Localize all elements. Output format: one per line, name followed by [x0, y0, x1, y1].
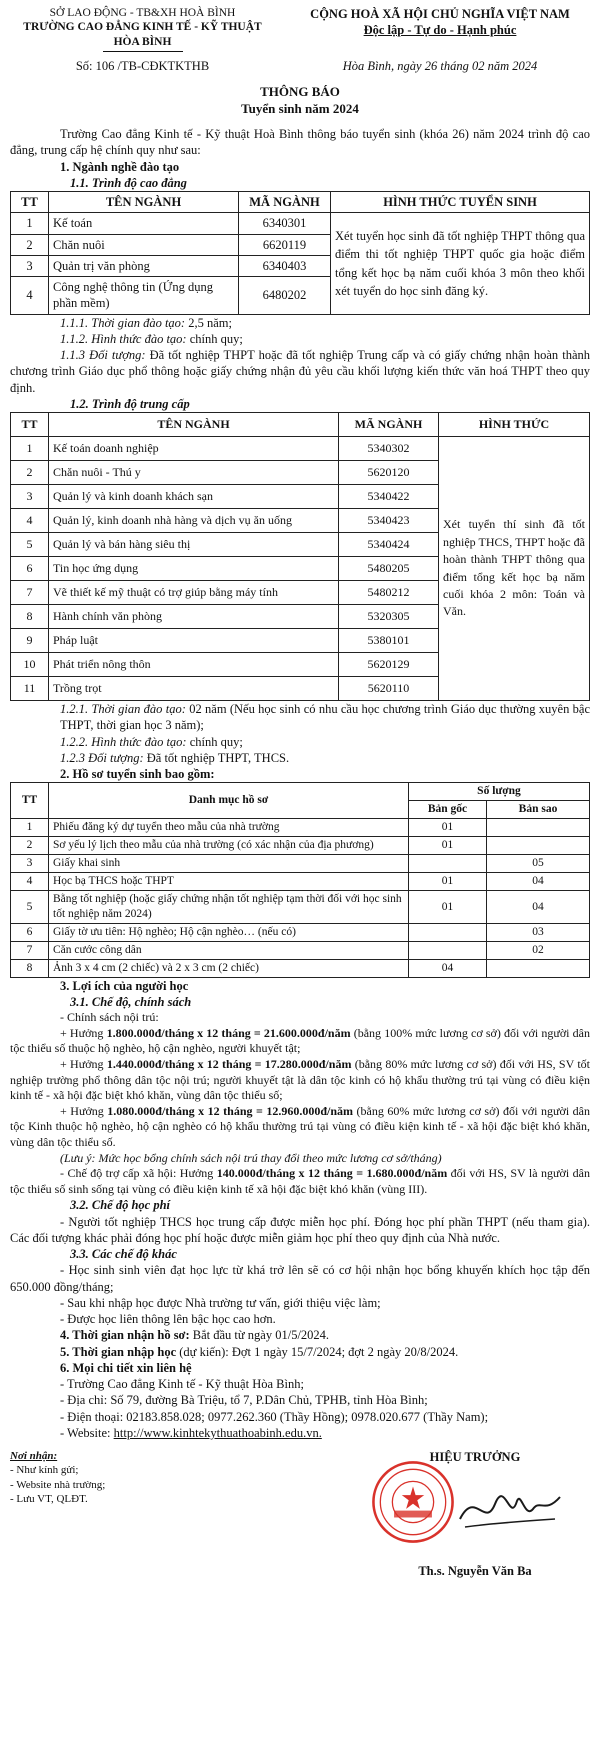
row-tt: 2 — [11, 461, 49, 485]
intermediate-duration: 1.2.1. Thời gian đào tạo: 02 năm (Nếu học sinh có nhu cầu học chương trình Giáo dục thường xuyên bậc THPT, thời gian học 3 năm); — [60, 702, 590, 733]
document-title: THÔNG BÁO — [260, 84, 340, 100]
row-tt: 1 — [11, 437, 49, 461]
school-name-line1: TRƯỜNG CAO ĐẲNG KINH TẾ - KỸ THUẬT — [23, 21, 262, 34]
header-rule-left — [103, 51, 183, 52]
row-major-name: Công nghệ thông tin (Ứng dụng phần mềm) — [49, 277, 239, 315]
row-tt: 4 — [11, 277, 49, 315]
document-subtitle: Tuyển sinh năm 2024 — [241, 101, 359, 117]
table-row — [11, 837, 590, 855]
row-major-code: 5620129 — [339, 653, 439, 677]
col-major-name: TÊN NGÀNH — [49, 192, 239, 213]
contact-school: - Trường Cao đẳng Kinh tế - Kỹ thuật Hòa Bình; — [60, 1377, 304, 1392]
row-original-qty: 01 — [409, 819, 487, 837]
row-major-name: Quản lý và bán hàng siêu thị — [49, 533, 339, 557]
row-major-name: Kế toán — [49, 213, 239, 234]
row-tt: 3 — [11, 485, 49, 509]
row-tt: 11 — [11, 677, 49, 701]
college-majors-table — [10, 191, 590, 315]
table-row — [11, 437, 590, 461]
col-major-name: TÊN NGÀNH — [49, 413, 339, 437]
tuition-policy: - Người tốt nghiệp THCS học trung cấp được miễn học phí. Đóng học phí phần THPT (nếu tham gia). Các đối tượng khác phải đóng học phí hoặc được miễn giảm học phí theo quy định của Nhà nước. — [10, 1214, 590, 1245]
table-row — [11, 213, 590, 234]
row-major-name: Quản trị văn phòng — [49, 255, 239, 276]
section-3-2-heading: 3.2. Chế độ học phí — [70, 1198, 171, 1213]
table-row — [11, 891, 590, 924]
row-document: Phiếu đăng ký dự tuyển theo mẫu của nhà trường — [49, 819, 409, 837]
row-tt: 10 — [11, 653, 49, 677]
college-target: 1.1.3 Đối tượng: Đã tốt nghiệp THPT hoặc đã tốt nghiệp Trung cấp và có giấy chứng nhận hoàn thành chương trình Giáo dục phổ thông hoặc giấy chứng nhận đủ yêu cầu khối lượng kiến thức văn hoá THPT theo quy định. — [10, 348, 590, 395]
recipient-item: - Website nhà trường; — [10, 1478, 106, 1491]
signer-name: Th.s. Nguyễn Văn Ba — [418, 1563, 532, 1578]
intermediate-admission-method: Xét tuyển thí sinh đã tốt nghiệp THCS, THPT hoặc đã hoàn thành THPT thông qua điểm tổng kết học bạ năm cuối khóa 2 môn: Toán và Văn. — [439, 437, 590, 701]
row-document: Căn cước công dân — [49, 941, 409, 959]
row-tt: 7 — [11, 581, 49, 605]
row-tt: 9 — [11, 629, 49, 653]
row-original-qty — [409, 855, 487, 873]
college-duration: 1.1.1. Thời gian đào tạo: 2,5 năm; — [60, 315, 232, 330]
row-tt: 1 — [11, 819, 49, 837]
benefits-block — [10, 1010, 590, 1197]
row-major-code: 5480205 — [339, 557, 439, 581]
row-tt: 5 — [11, 533, 49, 557]
col-copy: Bản sao — [487, 801, 590, 819]
row-copy-qty: 04 — [487, 873, 590, 891]
row-document: Giấy tờ ưu tiên: Hộ nghèo; Hộ cận nghèo… (nếu có) — [49, 923, 409, 941]
social-allowance: - Chế độ trợ cấp xã hội: Hưởng 140.000đ/tháng x 12 tháng = 1.680.000đ/năm đối với HS, SV là người dân tộc thiểu số sinh sống tại vùng có điều kiện kinh tế xã hội đặc biệt khó khăn (vùng III). — [10, 1166, 590, 1196]
section-2-heading: 2. Hồ sơ tuyển sinh bao gồm: — [60, 767, 215, 782]
contact-phone: - Điện thoại: 02183.858.028; 0977.262.360 (Thầy Hồng); 0978.020.677 (Thầy Nam); — [60, 1409, 489, 1424]
nation-title: CỘNG HOÀ XÃ HỘI CHỦ NGHĨA VIỆT NAM — [310, 7, 570, 21]
row-major-code: 6340301 — [239, 213, 331, 234]
row-tt: 2 — [11, 837, 49, 855]
row-major-code: 5340424 — [339, 533, 439, 557]
signature-block — [360, 1449, 590, 1579]
row-copy-qty — [487, 819, 590, 837]
row-tt: 3 — [11, 255, 49, 276]
row-tt: 8 — [11, 959, 49, 977]
col-tt: TT — [11, 192, 49, 213]
row-major-name: Hành chính văn phòng — [49, 605, 339, 629]
intro-paragraph: Trường Cao đẳng Kinh tế - Kỹ thuật Hoà Bình thông báo tuyển sinh (khóa 26) năm 2024 trình độ cao đẳng, trung cấp hệ chính quy như sau: — [10, 127, 590, 158]
row-document: Ảnh 3 x 4 cm (2 chiếc) và 2 x 3 cm (2 chiếc) — [49, 959, 409, 977]
row-copy-qty: 04 — [487, 891, 590, 924]
row-original-qty: 01 — [409, 837, 487, 855]
row-original-qty: 01 — [409, 891, 487, 924]
row-tt: 6 — [11, 923, 49, 941]
transfer-study: - Được học liên thông lên bậc học cao hơn. — [60, 1312, 276, 1327]
boarding-policy-80: + Hưởng 1.440.000đ/tháng x 12 tháng = 17.280.000đ/năm (bằng 80% mức lương cơ sở) đối với HS, SV tốt nghiệp trường phổ thông dân tộc nội trú; người khuyết tật là dân tộc kinh có hộ khẩu thường trú tại vùng có điều kiện kinh tế - xã hội đặc biệt khó khăn, vùng dân tộc thiểu số; — [10, 1057, 590, 1103]
college-admission-method: Xét tuyển học sinh đã tốt nghiệp THPT thông qua điểm thi tốt nghiệp THPT quốc gia hoặc điểm tổng kết học bạ năm cuối khóa 3 môn theo khối xét tuyển do học sinh đăng ký. — [331, 213, 590, 314]
col-major-code: MÃ NGÀNH — [339, 413, 439, 437]
col-major-code: MÃ NGÀNH — [239, 192, 331, 213]
table-row — [11, 923, 590, 941]
section-3-3-heading: 3.3. Các chế độ khác — [70, 1247, 177, 1262]
section-4: 4. Thời gian nhận hồ sơ: Bắt đầu từ ngày 01/5/2024. — [60, 1328, 330, 1343]
row-tt: 3 — [11, 855, 49, 873]
row-major-name: Phát triển nông thôn — [49, 653, 339, 677]
row-tt: 5 — [11, 891, 49, 924]
row-original-qty — [409, 941, 487, 959]
document-number: Số: 106 /TB-CĐKTKTHB — [75, 59, 210, 74]
row-major-code: 5480212 — [339, 581, 439, 605]
contact-address: - Địa chỉ: Số 79, đường Bà Triệu, tổ 7, P.Dân Chủ, TPHB, tỉnh Hòa Bình; — [60, 1393, 428, 1408]
row-major-code: 6340403 — [239, 255, 331, 276]
row-tt: 7 — [11, 941, 49, 959]
section-6-heading: 6. Mọi chi tiết xin liên hệ — [60, 1360, 192, 1375]
row-major-code: 5620110 — [339, 677, 439, 701]
documents-table — [10, 782, 590, 977]
row-copy-qty: 05 — [487, 855, 590, 873]
signer-role: HIỆU TRƯỞNG — [429, 1450, 521, 1465]
row-original-qty: 04 — [409, 959, 487, 977]
intermediate-target: 1.2.3 Đối tượng: Đã tốt nghiệp THPT, THCS. — [60, 750, 290, 765]
row-document: Sơ yếu lý lịch theo mẫu của nhà trường (có xác nhận của địa phương) — [49, 837, 409, 855]
job-advice: - Sau khi nhập học được Nhà trường tư vấn, giới thiệu việc làm; — [60, 1295, 381, 1310]
section-1-1-heading: 1.1. Trình độ cao đẳng — [70, 175, 187, 190]
row-major-name: Vẽ thiết kế mỹ thuật có trợ giúp bằng máy tính — [49, 581, 339, 605]
row-copy-qty — [487, 959, 590, 977]
place-and-date: Hòa Bình, ngày 26 tháng 02 năm 2024 — [342, 59, 538, 74]
intermediate-study-form: 1.2.2. Hình thức đào tạo: chính quy; — [60, 734, 243, 749]
row-major-name: Quản lý, kinh doanh nhà hàng và dịch vụ ăn uống — [49, 509, 339, 533]
row-major-code: 5340422 — [339, 485, 439, 509]
section-1-heading: 1. Ngành nghề đào tạo — [60, 159, 180, 174]
table-header-row — [11, 783, 590, 801]
nation-block — [290, 6, 590, 52]
row-major-name: Pháp luật — [49, 629, 339, 653]
row-tt: 8 — [11, 605, 49, 629]
recipients-label: Nơi nhận: — [10, 1450, 58, 1463]
section-3-heading: 3. Lợi ích của người học — [60, 978, 189, 993]
section-5: 5. Thời gian nhập học (dự kiến): Đợt 1 ngày 15/7/2024; đợt 2 ngày 20/8/2024. — [60, 1344, 459, 1359]
table-row — [11, 959, 590, 977]
row-tt: 6 — [11, 557, 49, 581]
document-meta — [10, 58, 590, 74]
table-header-row — [11, 192, 590, 213]
scholarship-policy: - Học sinh sinh viên đạt học lực từ khá trở lên sẽ có cơ hội nhận học bổng khuyến khích học tập đến 650.000 đồng/tháng; — [10, 1263, 590, 1294]
row-original-qty — [409, 923, 487, 941]
row-major-name: Kế toán doanh nghiệp — [49, 437, 339, 461]
col-document-list: Danh mục hồ sơ — [49, 783, 409, 819]
row-major-name: Trồng trọt — [49, 677, 339, 701]
recipients-block — [10, 1449, 105, 1579]
row-copy-qty: 03 — [487, 923, 590, 941]
row-major-code: 6620119 — [239, 234, 331, 255]
row-tt: 1 — [11, 213, 49, 234]
recipient-item: - Lưu VT, QLĐT. — [10, 1492, 88, 1505]
row-major-code: 5340423 — [339, 509, 439, 533]
row-major-code: 5340302 — [339, 437, 439, 461]
section-1-2-heading: 1.2. Trình độ trung cấp — [70, 396, 190, 411]
table-row — [11, 855, 590, 873]
table-row — [11, 819, 590, 837]
college-study-form: 1.1.2. Hình thức đào tạo: chính quy; — [60, 331, 243, 346]
row-copy-qty — [487, 837, 590, 855]
row-major-code: 5620120 — [339, 461, 439, 485]
col-original: Bản gốc — [409, 801, 487, 819]
row-major-code: 6480202 — [239, 277, 331, 315]
boarding-policy-60: + Hưởng 1.080.000đ/tháng x 12 tháng = 12.960.000đ/năm (bằng 60% mức lương cơ sở) đối với người dân tộc Kinh thuộc hộ nghèo, hộ cận nghèo có hộ khẩu thường trú tại vùng có điều kiện kinh tế - xã hội đặc biệt khó khăn, vùng dân tộc thiểu số. — [10, 1103, 590, 1149]
row-major-name: Chăn nuôi — [49, 234, 239, 255]
col-admission-method: HÌNH THỨC TUYỂN SINH — [331, 192, 590, 213]
row-major-code: 5320305 — [339, 605, 439, 629]
handwritten-signature-icon — [455, 1479, 565, 1539]
col-tt: TT — [11, 413, 49, 437]
row-tt: 4 — [11, 873, 49, 891]
row-major-name: Quản lý và kinh doanh khách sạn — [49, 485, 339, 509]
table-header-row — [11, 413, 590, 437]
row-document: Bằng tốt nghiệp (hoặc giấy chứng nhận tốt nghiệp tạm thời đối với học sinh tốt nghiệp năm 2024) — [49, 891, 409, 924]
col-tt: TT — [11, 783, 49, 819]
boarding-policy-100: + Hưởng 1.800.000đ/tháng x 12 tháng = 21.600.000đ/năm (bằng 100% mức lương cơ sở) đối với người dân tộc thiểu số thuộc hộ nghèo, hộ cận nghèo, người khuyết tật; — [10, 1025, 590, 1056]
col-admission-method: HÌNH THỨC — [439, 413, 590, 437]
parent-org: SỞ LAO ĐỘNG - TB&XH HOÀ BÌNH — [49, 7, 236, 19]
row-major-name: Tin học ứng dụng — [49, 557, 339, 581]
table-row — [11, 873, 590, 891]
document-header — [10, 6, 590, 52]
school-name-line2: HÒA BÌNH — [113, 35, 172, 48]
boarding-policy-intro: - Chính sách nội trú: — [60, 1010, 159, 1025]
policy-note: (Lưu ý: Mức học bổng chính sách nội trú thay đổi theo mức lương cơ sở/tháng) — [60, 1150, 442, 1165]
row-major-name: Chăn nuôi - Thú y — [49, 461, 339, 485]
nation-motto: Độc lập - Tự do - Hạnh phúc — [363, 23, 517, 38]
col-quantity: Số lượng — [409, 783, 590, 801]
issuer-block — [10, 6, 275, 52]
intermediate-majors-table — [10, 412, 590, 701]
row-document: Học bạ THCS hoặc THPT — [49, 873, 409, 891]
row-major-code: 5380101 — [339, 629, 439, 653]
document-footer — [10, 1449, 590, 1579]
row-tt: 4 — [11, 509, 49, 533]
row-original-qty: 01 — [409, 873, 487, 891]
table-row — [11, 941, 590, 959]
row-tt: 2 — [11, 234, 49, 255]
recipient-item: - Như kính gửi; — [10, 1464, 79, 1477]
row-document: Giấy khai sinh — [49, 855, 409, 873]
row-copy-qty: 02 — [487, 941, 590, 959]
official-seal-icon — [370, 1459, 456, 1545]
contact-website: - Website: http://www.kinhtekythuathoabinh.edu.vn. — [60, 1425, 322, 1440]
website-link[interactable]: http://www.kinhtekythuathoabinh.edu.vn. — [113, 1425, 322, 1440]
section-3-1-heading: 3.1. Chế độ, chính sách — [70, 994, 192, 1009]
